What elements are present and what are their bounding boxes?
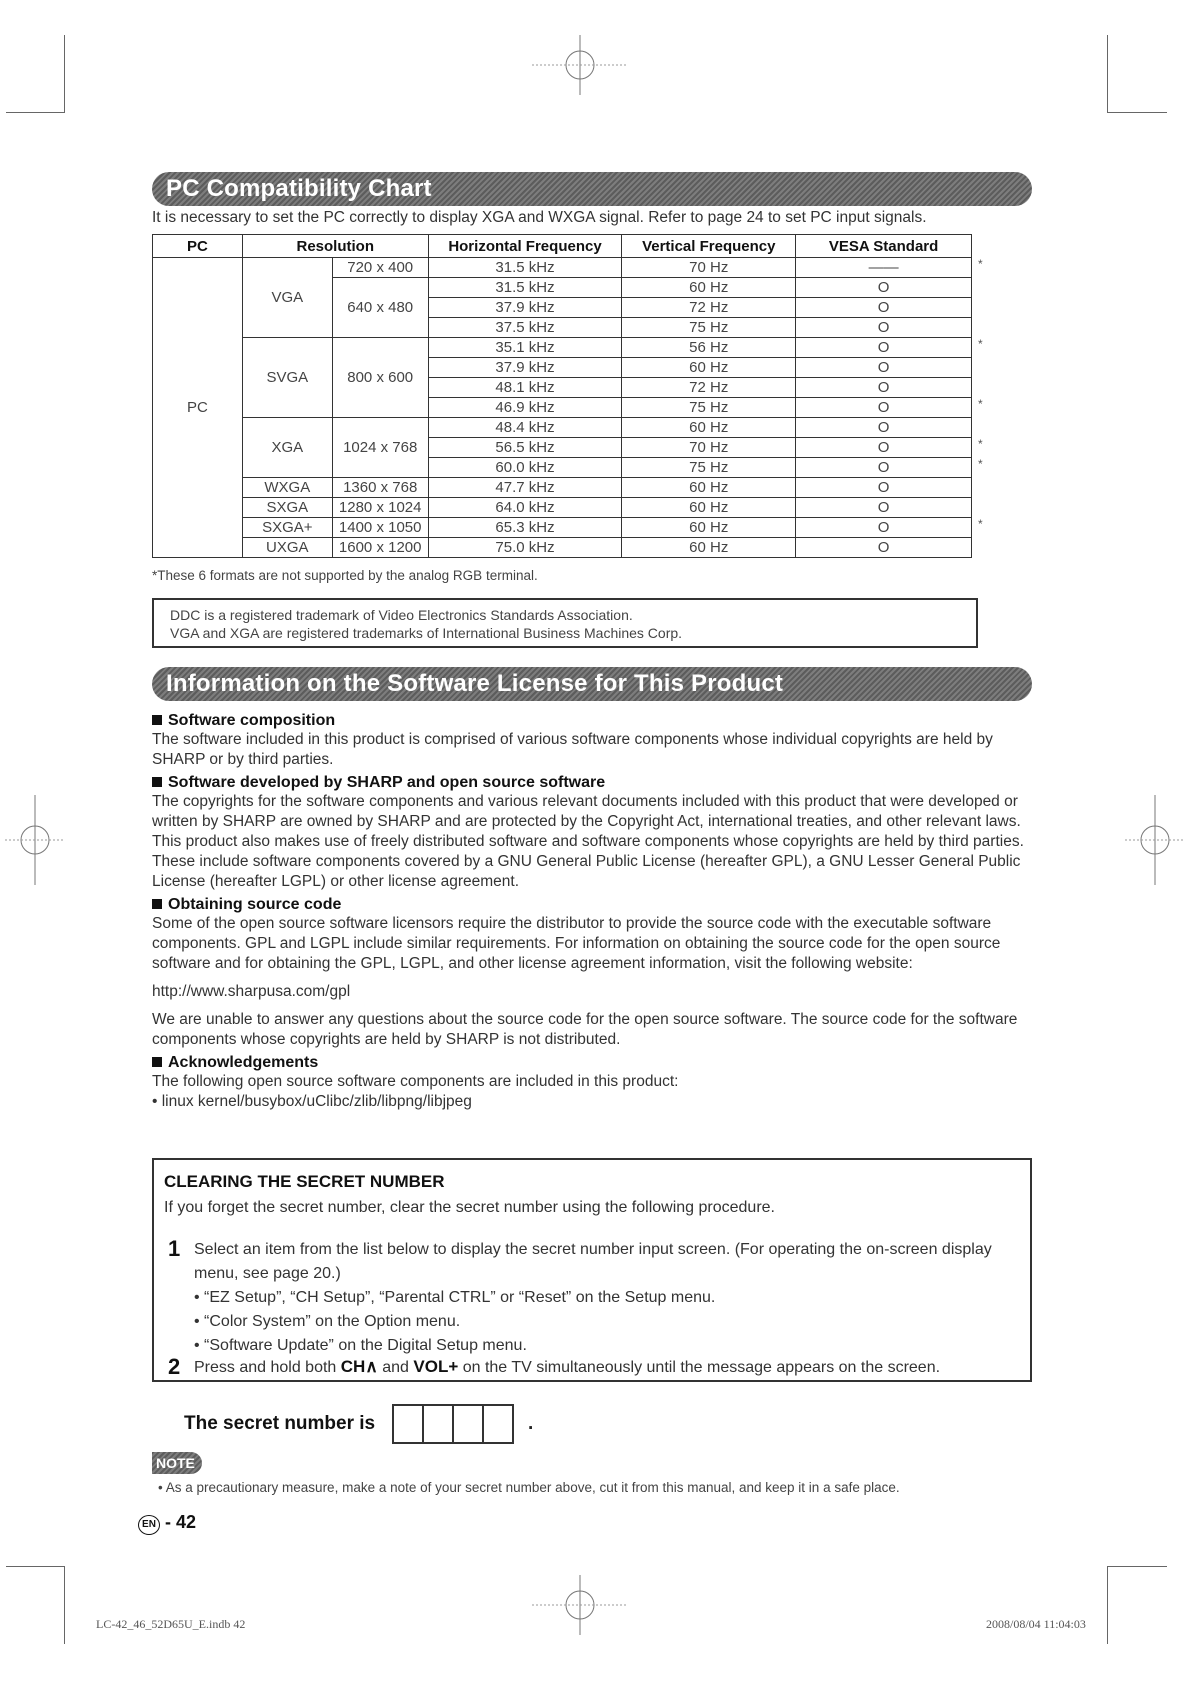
secret-box-intro: If you forget the secret number, clear the secret number using the following procedure. <box>164 1199 775 1216</box>
hfreq-cell: 47.7 kHz <box>428 478 622 498</box>
crop-mark <box>1107 1566 1108 1644</box>
vfreq-cell: 75 Hz <box>622 398 796 418</box>
vfreq-cell: 56 Hz <box>622 338 796 358</box>
group-cell: WXGA <box>242 478 332 498</box>
group-cell: SVGA <box>242 338 332 418</box>
asterisk-marker: * <box>978 337 983 351</box>
header-vesa-standard: VESA Standard <box>796 235 972 258</box>
asterisk-marker: * <box>978 257 983 271</box>
vfreq-cell: 60 Hz <box>622 418 796 438</box>
note-text: • As a precautionary measure, make a note of your secret number above, cut it from this manual, and keep it in a safe place. <box>158 1480 900 1495</box>
crop-mark <box>1107 1566 1167 1567</box>
vfreq-cell: 60 Hz <box>622 278 796 298</box>
vesa-cell: O <box>796 378 972 398</box>
footer-file: LC-42_46_52D65U_E.indb 42 <box>96 1617 246 1631</box>
vesa-cell: O <box>796 498 972 518</box>
crop-mark <box>1107 112 1167 113</box>
secret-number-entry: The secret number is . <box>184 1404 533 1444</box>
vesa-cell: O <box>796 438 972 458</box>
trademark-box <box>152 598 978 648</box>
vfreq-cell: 60 Hz <box>622 358 796 378</box>
pc-chart-intro: It is necessary to set the PC correctly to display XGA and WXGA signal. Refer to page 24 to set PC input signals. <box>152 209 927 226</box>
section-heading: Obtaining source code <box>152 896 1032 914</box>
vfreq-cell: 60 Hz <box>622 498 796 518</box>
group-cell: UXGA <box>242 538 332 558</box>
resolution-cell: 800 x 600 <box>332 338 428 418</box>
resolution-cell: 1600 x 1200 <box>332 538 428 558</box>
crop-mark <box>6 112 65 113</box>
secret-digit-box[interactable] <box>422 1404 454 1444</box>
resolution-cell: 1360 x 768 <box>332 478 428 498</box>
vesa-cell: O <box>796 338 972 358</box>
section-text: The following open source software components are included in this product: <box>152 1073 679 1090</box>
section-text: The copyrights for the software components and various relevant documents included with this product that were developed or written by SHARP are owned by SHARP and are protected by the Copyright Act, international treaties, and other relevant laws. This product also makes use of freely distributed software and software components whose copyrights are held by third parties. These include software components covered by a GNU General Public License (hereafter GPL), a GNU Lesser General Public License (hereafter LGPL) or other license agreement. <box>152 793 1024 890</box>
vesa-cell: —— <box>796 258 972 278</box>
crop-mark <box>6 1566 65 1567</box>
registration-mark-bottom <box>530 1570 630 1640</box>
secret-number-label: The secret number is <box>184 1413 376 1434</box>
hfreq-cell: 46.9 kHz <box>428 398 622 418</box>
crop-mark <box>64 1566 65 1644</box>
resolution-cell: 640 x 480 <box>332 278 428 338</box>
license-body <box>152 712 1032 1112</box>
table-row <box>153 258 972 278</box>
section-text: The software included in this product is comprised of various software components whose individual copyrights are held by SHARP or by third parties. <box>152 731 993 768</box>
section-heading: Software composition <box>152 712 1032 730</box>
table-row <box>153 538 972 558</box>
asterisk-marker: * <box>978 437 983 451</box>
vesa-cell: O <box>796 298 972 318</box>
vesa-cell: O <box>796 318 972 338</box>
hfreq-cell: 48.1 kHz <box>428 378 622 398</box>
vfreq-cell: 70 Hz <box>622 258 796 278</box>
pc-label-cell: PC <box>153 258 243 558</box>
secret-digit-box[interactable] <box>452 1404 484 1444</box>
license-title: Information on the Software License for This Product <box>152 667 1032 701</box>
language-badge: EN <box>138 1515 160 1535</box>
vfreq-cell: 70 Hz <box>622 438 796 458</box>
table-row <box>153 338 972 358</box>
step-number: 2 <box>168 1354 181 1379</box>
registration-mark-right <box>1120 790 1190 890</box>
header-resolution: Resolution <box>242 235 428 258</box>
vesa-cell: O <box>796 458 972 478</box>
hfreq-cell: 64.0 kHz <box>428 498 622 518</box>
group-cell: XGA <box>242 418 332 478</box>
hfreq-cell: 37.5 kHz <box>428 318 622 338</box>
vesa-cell: O <box>796 478 972 498</box>
section-text: We are unable to answer any questions about the source code for the open source software. The source code for the software components whose copyrights are held by SHARP is not distributed. <box>152 1011 1018 1048</box>
vesa-cell: O <box>796 418 972 438</box>
registration-mark-top <box>530 30 630 100</box>
hfreq-cell: 37.9 kHz <box>428 298 622 318</box>
vfreq-cell: 72 Hz <box>622 298 796 318</box>
pc-compatibility-table <box>152 234 972 558</box>
vfreq-cell: 60 Hz <box>622 518 796 538</box>
crop-mark <box>64 35 65 113</box>
step-2-text: Press and hold both CH∧ and VOL+ on the TV simultaneously until the message appears on the screen. <box>194 1357 941 1376</box>
group-cell: SXGA+ <box>242 518 332 538</box>
secret-number-box <box>152 1158 1032 1382</box>
header-vertical-frequency: Vertical Frequency <box>622 235 796 258</box>
step-number: 1 <box>168 1236 181 1261</box>
hfreq-cell: 37.9 kHz <box>428 358 622 378</box>
vesa-cell: O <box>796 518 972 538</box>
resolution-cell: 1024 x 768 <box>332 418 428 478</box>
hfreq-cell: 48.4 kHz <box>428 418 622 438</box>
asterisk-marker: * <box>978 517 983 531</box>
vfreq-cell: 75 Hz <box>622 458 796 478</box>
resolution-cell: 1280 x 1024 <box>332 498 428 518</box>
group-cell: VGA <box>242 258 332 338</box>
hfreq-cell: 65.3 kHz <box>428 518 622 538</box>
trademark-ddc: DDC is a registered trademark of Video Electronics Standards Association. <box>170 607 633 623</box>
vesa-cell: O <box>796 538 972 558</box>
page-number: EN - 42 <box>138 1512 196 1535</box>
vfreq-cell: 75 Hz <box>622 318 796 338</box>
secret-digit-box[interactable] <box>482 1404 514 1444</box>
section-heading: Acknowledgements <box>152 1054 1032 1072</box>
step-1-text: Select an item from the list below to display the secret number input screen. (For operating the on-screen display menu, see page 20.) • “EZ Setup”, “CH Setup”, “Parental CTRL” or “Reset” on the Setup menu. • “Color System” on the Option menu. • “Software Update” on the Digital Setup menu. <box>194 1241 992 1354</box>
hfreq-cell: 75.0 kHz <box>428 538 622 558</box>
secret-box-title: CLEARING THE SECRET NUMBER <box>164 1172 445 1191</box>
table-header-row <box>153 235 972 258</box>
hfreq-cell: 60.0 kHz <box>428 458 622 478</box>
section-text: Some of the open source software licensors require the distributor to provide the source code with the executable software components. GPL and LGPL include similar requirements. For information on obtaining the source code for the open source software and for obtaining the GPL, LGPL, and other license agreement information, visit the following website: <box>152 915 1001 972</box>
note-badge: NOTE <box>152 1452 202 1474</box>
header-horizontal-frequency: Horizontal Frequency <box>428 235 622 258</box>
vfreq-cell: 60 Hz <box>622 538 796 558</box>
resolution-cell: 1400 x 1050 <box>332 518 428 538</box>
section-bullet: • linux kernel/busybox/uClibc/zlib/libpng/libjpeg <box>152 1093 472 1110</box>
hfreq-cell: 35.1 kHz <box>428 338 622 358</box>
resolution-cell: 720 x 400 <box>332 258 428 278</box>
table-row <box>153 418 972 438</box>
hfreq-cell: 31.5 kHz <box>428 278 622 298</box>
vfreq-cell: 72 Hz <box>622 378 796 398</box>
pc-chart-footnote: *These 6 formats are not supported by the analog RGB terminal. <box>152 568 538 583</box>
footer-date: 2008/08/04 11:04:03 <box>986 1617 1086 1631</box>
hfreq-cell: 56.5 kHz <box>428 438 622 458</box>
trademark-vga-xga: VGA and XGA are registered trademarks of International Business Machines Corp. <box>170 625 683 641</box>
registration-mark-left <box>0 790 70 890</box>
table-row <box>153 518 972 538</box>
vesa-cell: O <box>796 358 972 378</box>
vfreq-cell: 60 Hz <box>622 478 796 498</box>
table-row <box>153 498 972 518</box>
crop-mark <box>1107 35 1108 113</box>
pc-chart-title: PC Compatibility Chart <box>152 172 1032 206</box>
secret-digit-box[interactable] <box>392 1404 424 1444</box>
asterisk-marker: * <box>978 397 983 411</box>
source-url: http://www.sharpusa.com/gpl <box>152 983 351 1000</box>
asterisk-marker: * <box>978 457 983 471</box>
section-heading: Software developed by SHARP and open source software <box>152 774 1032 792</box>
hfreq-cell: 31.5 kHz <box>428 258 622 278</box>
group-cell: SXGA <box>242 498 332 518</box>
table-row <box>153 478 972 498</box>
vesa-cell: O <box>796 278 972 298</box>
vesa-cell: O <box>796 398 972 418</box>
header-pc: PC <box>153 235 243 258</box>
